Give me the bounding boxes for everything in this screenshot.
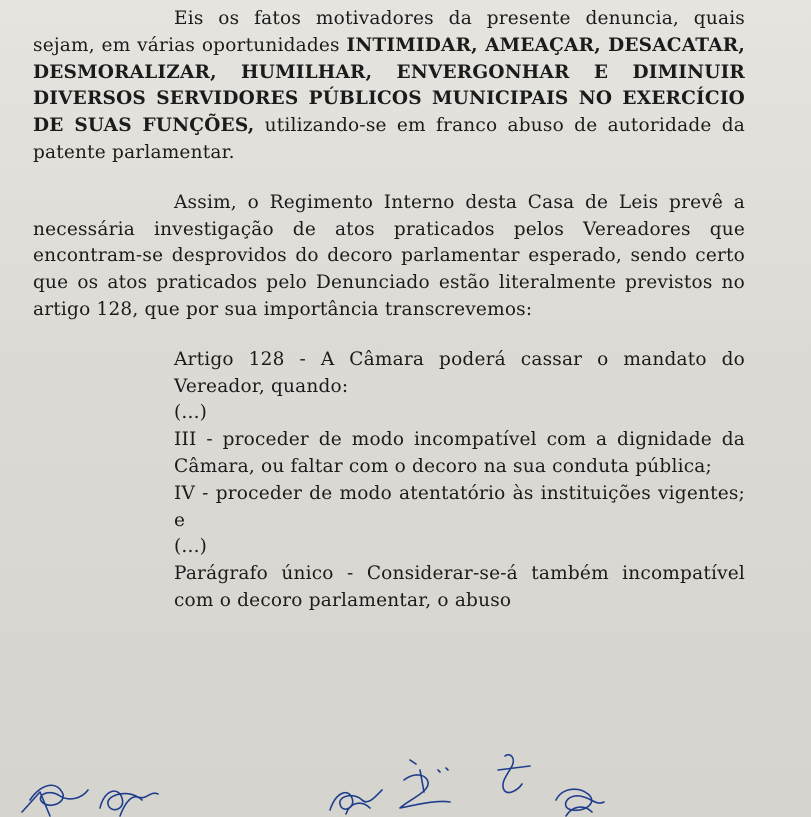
facts-lead: Eis os fatos motivadores da presente denuncia, quais sejam, em várias oportunidades: [33, 8, 745, 56]
quote-ellipsis-2: (...): [174, 536, 208, 558]
quote-ellipsis-1: (...): [174, 402, 208, 424]
quote-item-iii: III - proceder de modo incompatível com a dignidade da Câmara, ou faltar com o decoro na sua conduta pública;: [174, 429, 745, 477]
paragraph-unico-label: Parágrafo único: [174, 563, 334, 585]
signature-center: [330, 755, 604, 816]
paragraph-regimento: Assim, o Regimento Interno desta Casa de Leis prevê a necessária investigação de atos praticados pelos Vereadores que encontram-se desprovidos do decoro parlamentar esperado, sendo certo que os atos praticados pelo Denunciado estão literalmente previstos no artigo 128, que por sua importância transcrevemos:: [33, 191, 745, 320]
signature-left: [22, 785, 158, 816]
quote-paragraph-unico: [174, 561, 745, 615]
paragraph-unico-text: - Considerar-se-á também incompatível com o decoro parlamentar, o abuso: [174, 563, 745, 611]
article-quote: [174, 347, 745, 615]
document-body: [33, 6, 745, 615]
signatures: [0, 730, 811, 817]
facts-tail: utilizando-se em franco abuso de autoridade da patente parlamentar.: [33, 115, 745, 163]
facts-emphasis: INTIMIDAR, AMEAÇAR, DESACATAR, DESMORALIZAR, HUMILHAR, ENVERGONHAR E DIMINUIR DIVERSOS SERVIDORES PÚBLICOS MUNICIPAIS NO EXERCÍCIO DE SUAS FUNÇÕES,: [33, 34, 745, 137]
quote-item-iv: IV - proceder de modo atentatório às instituições vigentes; e: [174, 482, 745, 531]
quote-article: Artigo 128 - A Câmara poderá cassar o mandato do Vereador, quando:: [174, 348, 745, 397]
paragraph-facts: [33, 6, 745, 167]
